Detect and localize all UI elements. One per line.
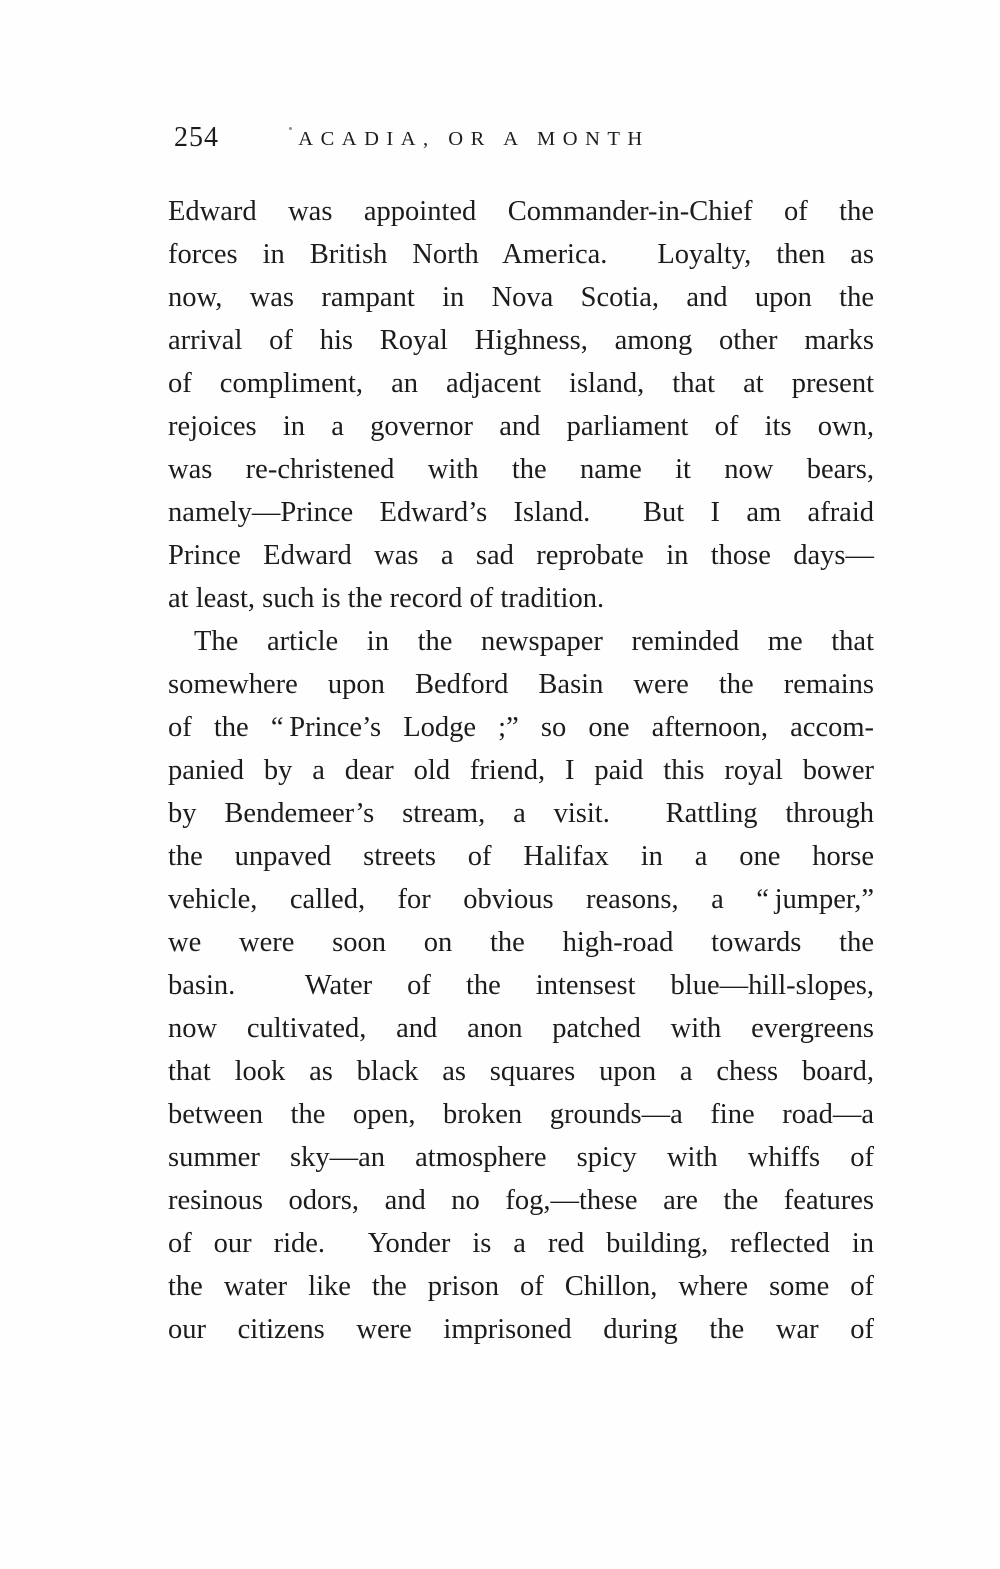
text-line: of our ride. Yonder is a red building, reflected in bbox=[168, 1228, 874, 1259]
text-line: somewhere upon Bedford Basin were the remains bbox=[168, 669, 874, 700]
text-line: panied by a dear old friend, I paid this royal bower bbox=[168, 755, 874, 786]
page-number: 254 bbox=[174, 122, 219, 153]
text-line: Edward was appointed Commander-in-Chief of the bbox=[168, 196, 874, 227]
text-line: basin. Water of the intensest blue—hill-slopes, bbox=[168, 970, 874, 1001]
text-line: The article in the newspaper reminded me that bbox=[194, 626, 874, 657]
text-line: between the open, broken grounds—a fine road—a bbox=[168, 1099, 874, 1130]
text-line: rejoices in a governor and parliament of its own, bbox=[168, 411, 874, 442]
text-line: resinous odors, and no fog,—these are the features bbox=[168, 1185, 874, 1216]
text-line: vehicle, called, for obvious reasons, a “ jumper,” bbox=[168, 884, 874, 915]
text-line: that look as black as squares upon a chess board, bbox=[168, 1056, 874, 1087]
text-line: at least, such is the record of tradition. bbox=[168, 583, 605, 614]
text-line: namely—Prince Edward’s Island. But I am afraid bbox=[168, 497, 874, 528]
text-line: summer sky—an atmosphere spicy with whiffs of bbox=[168, 1142, 874, 1173]
running-title: ACADIA, OR A MONTH bbox=[298, 128, 650, 150]
text-line: now cultivated, and anon patched with evergreens bbox=[168, 1013, 874, 1044]
text-line: of the “ Prince’s Lodge ;” so one afternoon, accom- bbox=[168, 712, 874, 743]
page-body bbox=[168, 190, 874, 1351]
text-line: our citizens were imprisoned during the war of bbox=[168, 1314, 874, 1345]
text-line: Prince Edward was a sad reprobate in those days— bbox=[168, 540, 874, 571]
text-line: now, was rampant in Nova Scotia, and upon the bbox=[168, 282, 874, 313]
text-line: by Bendemeer’s stream, a visit. Rattling through bbox=[168, 798, 874, 829]
text-line: of compliment, an adjacent island, that at present bbox=[168, 368, 874, 399]
text-line: the unpaved streets of Halifax in a one horse bbox=[168, 841, 874, 872]
text-line: was re-christened with the name it now bears, bbox=[168, 454, 874, 485]
text-line: we were soon on the high-road towards the bbox=[168, 927, 874, 958]
text-line: forces in British North America. Loyalty, then as bbox=[168, 239, 874, 270]
text-line: arrival of his Royal Highness, among other marks bbox=[168, 325, 874, 356]
scan-speck bbox=[289, 127, 292, 130]
text-line: the water like the prison of Chillon, where some of bbox=[168, 1271, 874, 1302]
